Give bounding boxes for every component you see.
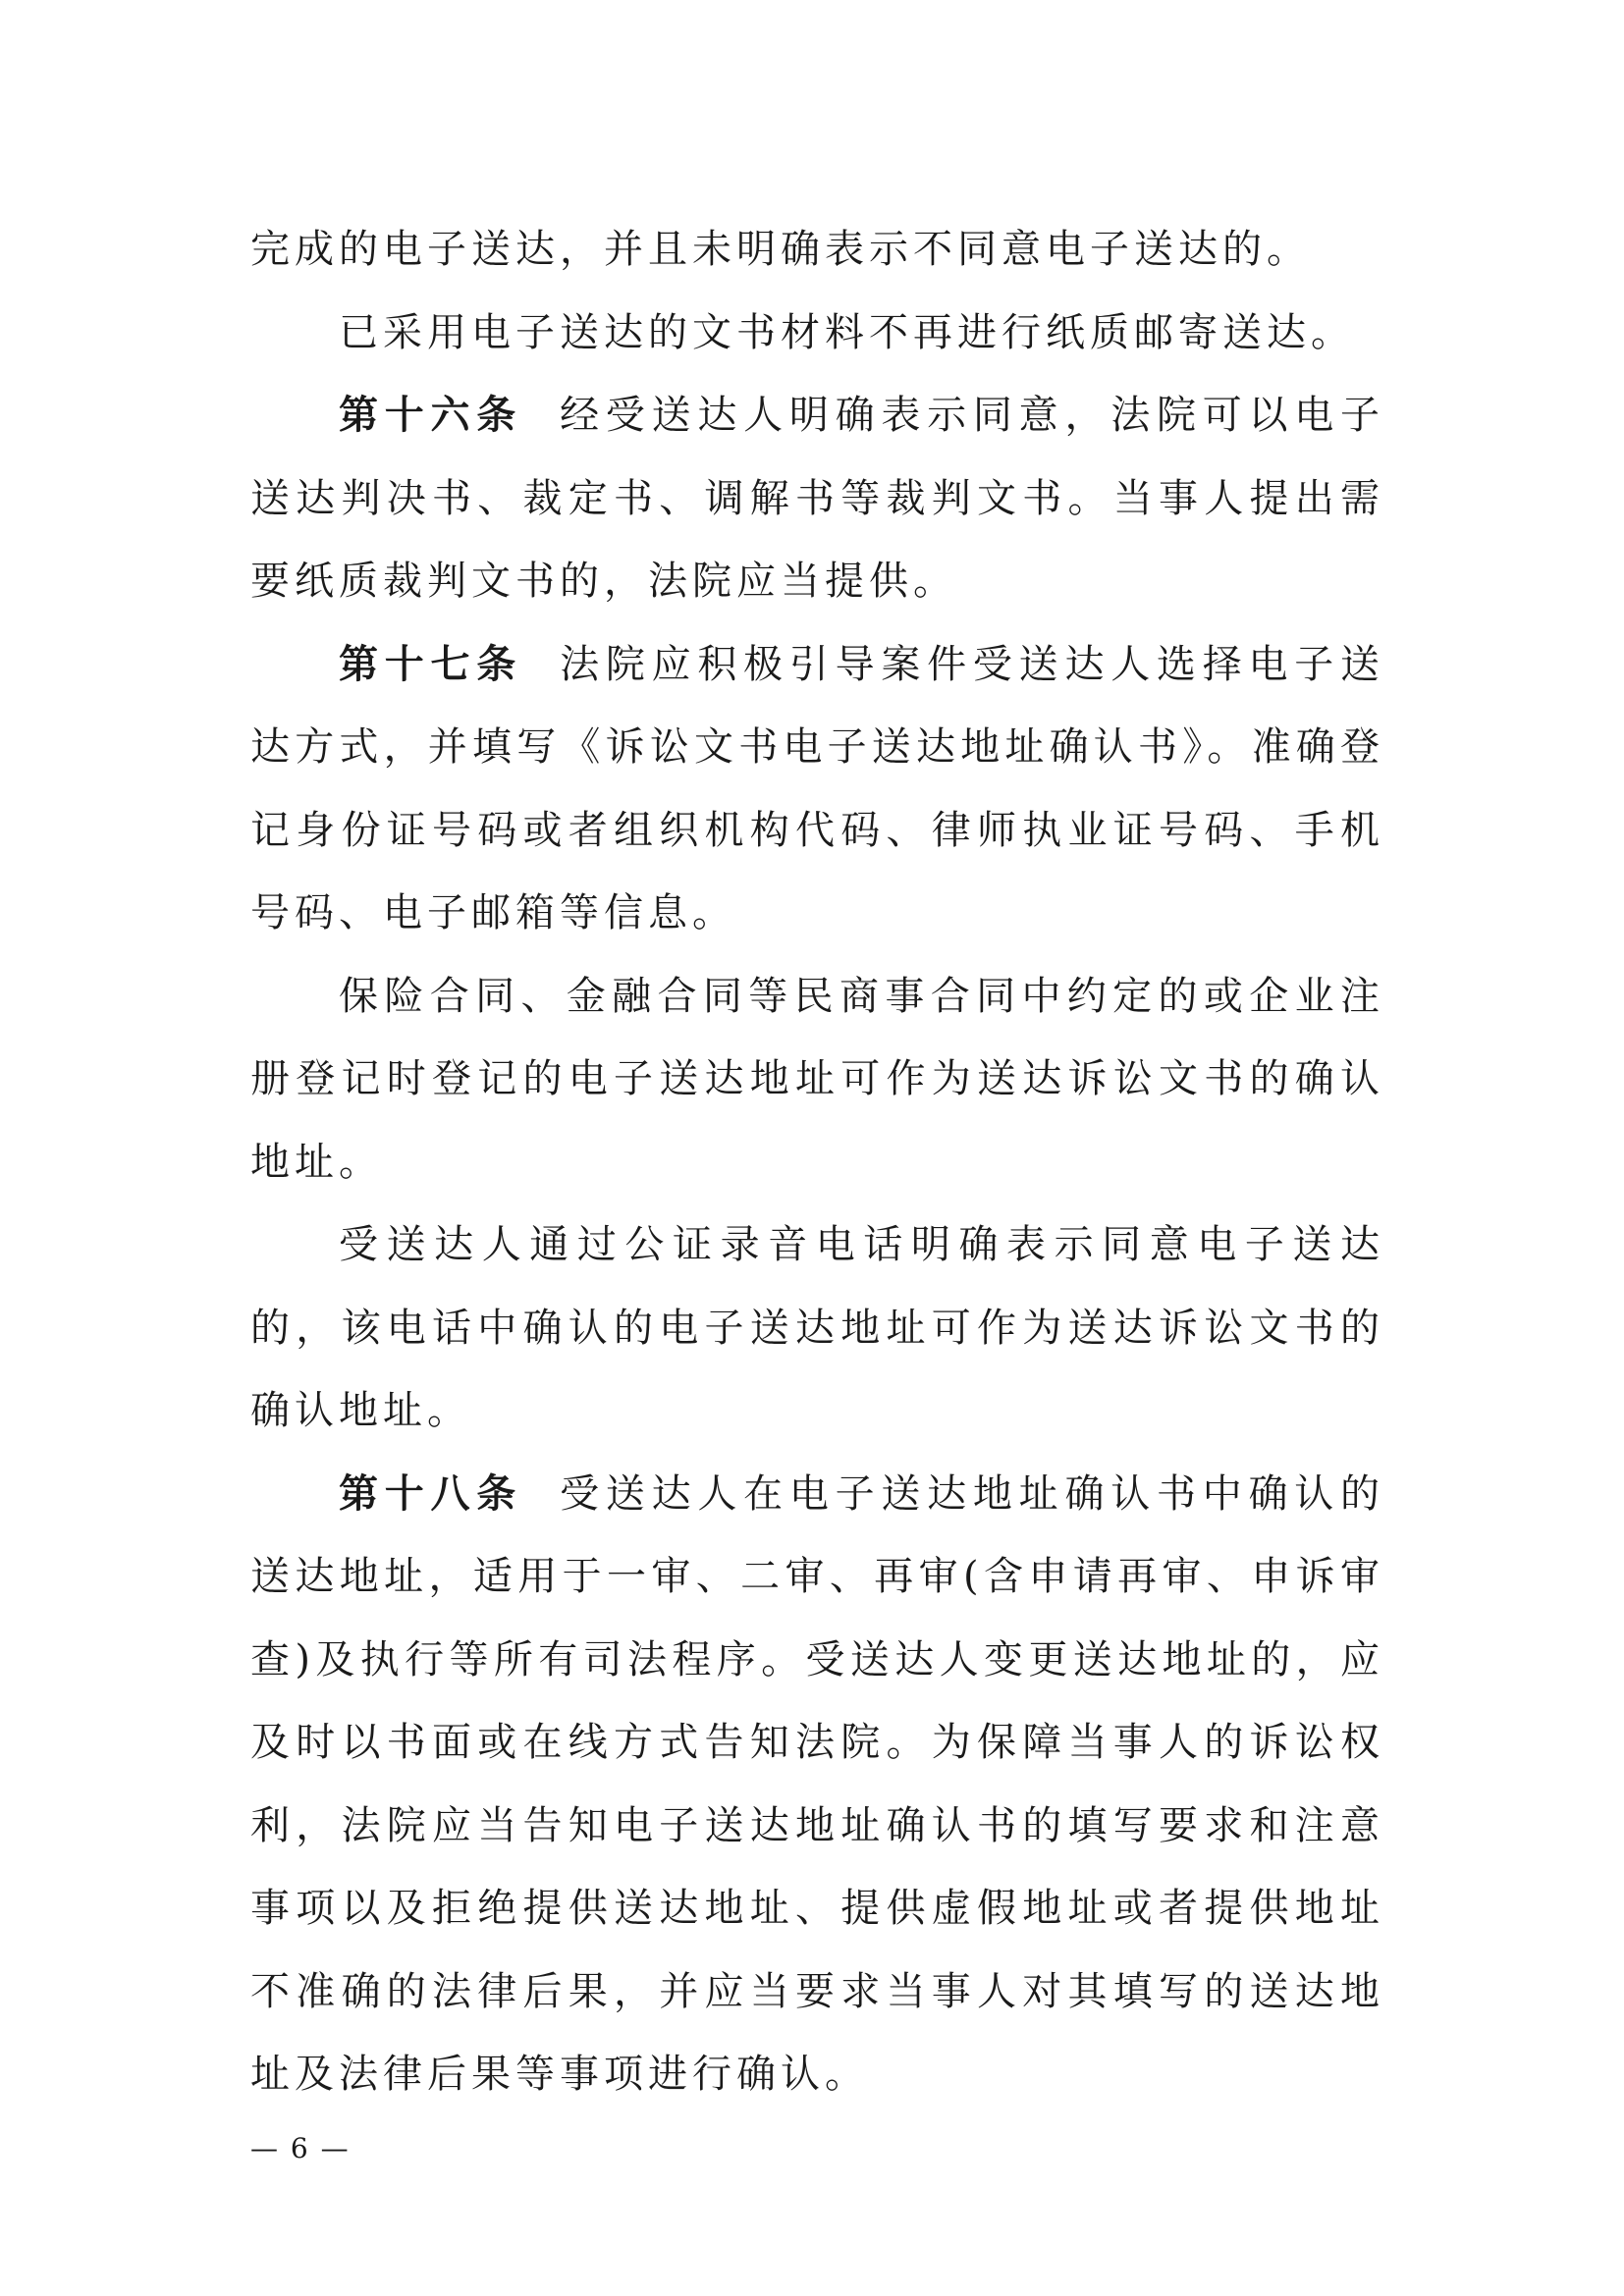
article-16-paragraph: [250, 374, 1384, 623]
article-number: 第十六条: [339, 392, 523, 438]
document-body: [250, 208, 1384, 2116]
paragraph: [250, 1203, 1384, 1453]
article-number: 第十八条: [339, 1469, 523, 1517]
article-18-paragraph: [250, 1453, 1384, 2116]
paragraph-text: 受送达人在电子送达地址确认书中确认的送达地址，适用于一审、二审、再审(含申请再审、申诉审查)及执行等所有司法程序。受送达人变更送达地址的，应及时以书面或在线方式告知法院。为保障当事人的诉讼权利，法院应当告知电子送达地址确认书的填写要求和注意事项以及拒绝提供送达地址、提供虚假地址或者提供地址不准确的法律后果，并应当要求当事人对其填写的送达地址及法律后果等事项进行确认。: [250, 1470, 1385, 2097]
page-number: — 6 —: [250, 2132, 351, 2164]
paragraph-text: 经受送达人明确表示同意，法院可以电子送达判决书、裁定书、调解书等裁判文书。当事人提出需要纸质裁判文书的，法院应当提供。: [250, 393, 1385, 604]
paragraph-text: 保险合同、金融合同等民商事合同中约定的或企业注册登记时登记的电子送达地址可作为送达诉讼文书的确认地址。: [250, 973, 1384, 1185]
article-number: 第十七条: [339, 640, 523, 687]
paragraph: [250, 955, 1384, 1204]
paragraph: [250, 208, 1384, 292]
paragraph-text: 已采用电子送达的文书材料不再进行纸质邮寄送达。: [339, 309, 1355, 355]
paragraph-text: 法院应积极引导案件受送达人选择电子送达方式，并填写《诉讼文书电子送达地址确认书》。准确登记身份证号码或者组织机构代码、律师执业证号码、手机号码、电子邮箱等信息。: [250, 641, 1385, 935]
article-17-paragraph: [250, 623, 1384, 955]
paragraph: [250, 292, 1384, 375]
paragraph-text: 受送达人通过公证录音电话明确表示同意电子送达的，该电话中确认的电子送达地址可作为送达诉讼文书的确认地址。: [250, 1222, 1384, 1433]
paragraph-text: 完成的电子送达，并且未明确表示不同意电子送达的。: [250, 227, 1311, 272]
